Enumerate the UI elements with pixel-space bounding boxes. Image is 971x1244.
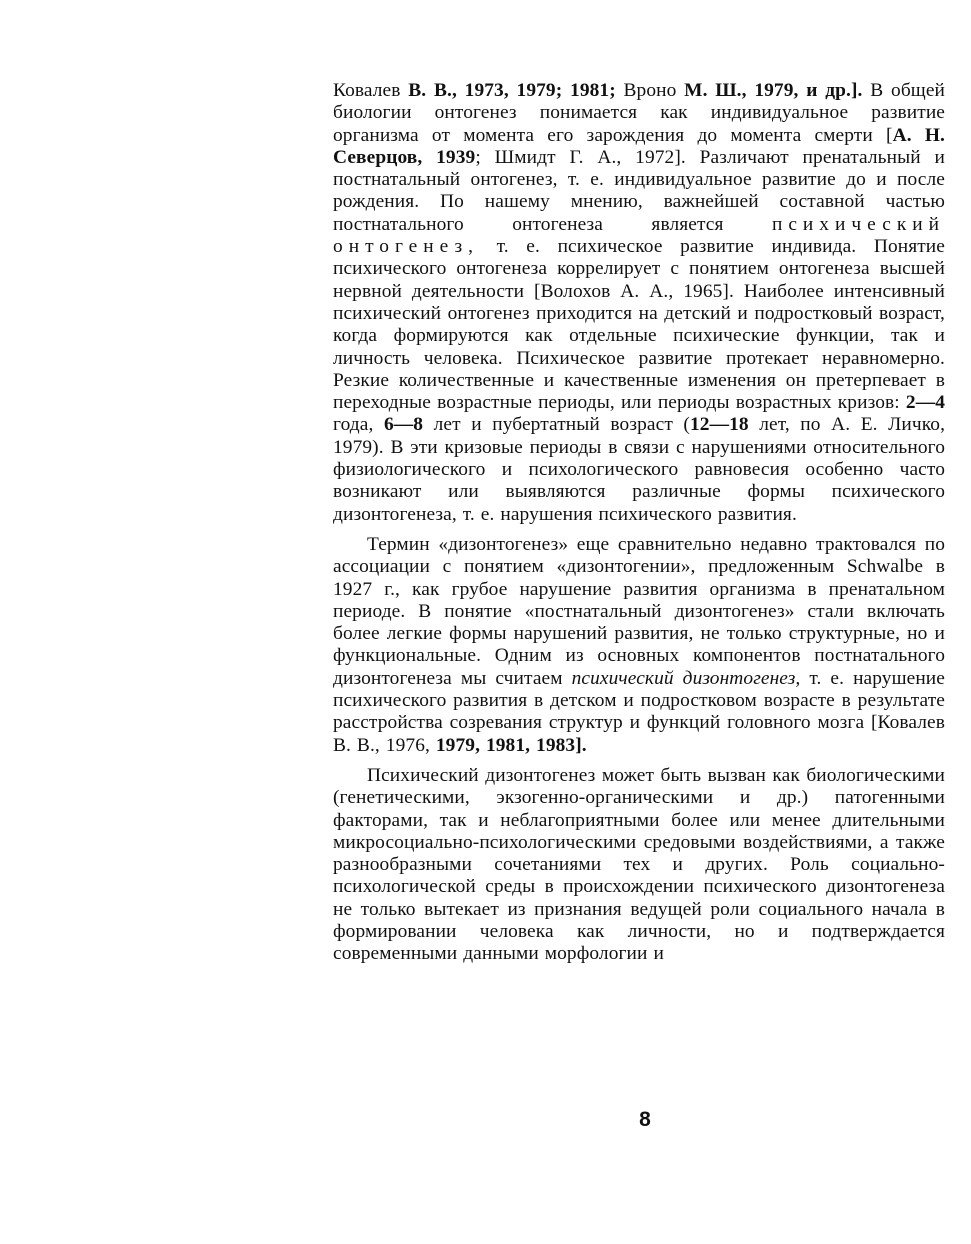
text-segment: Термин «дизонтогенез» еще сравнительно недавно трактовался по ассоциации с понятием «дизонтогении», предложенным Schwalbe в 1927 г., как грубое нарушение развития организма в пренатальном периоде. В понятие «постнатальный дизонтогенез» стали включать более легкие формы нарушений развития, не только структурные, но и функциональные. Одним из основных компонентов постнатального дизонтогенеза мы считаем — [333, 533, 945, 689]
text-segment: В общей биологии онтогенез понимается как индивидуальное развитие организма от момента его зарождения до момента смерти [ — [333, 80, 945, 146]
text-segment: лет, по А. Е. Личко, 1979). В эти кризовые периоды в связи с нарушениями относительного физиологического и психологического равновесия особенно часто возникают или выявляются различные формы психического дизонтогенеза, т. е. нарушения психического развития. — [333, 414, 946, 525]
citation-bold: М. Ш., 1979, и др.]. — [684, 80, 863, 101]
text-segment: т. е. психическое развитие индивида. Понятие психического онтогенеза коррелирует с понятием онтогенеза высшей нервной деятельности [Волохов А. А., 1965]. Наиболее интенсивный психический онтогенез приходится на детский и подростковый возраст, когда формируются как отдельные психические функции, так и личность человека. Психическое развитие протекает неравномерно. Резкие количественные и качественные изменения он претерпевает в переходные возрастные периоды, или периоды возрастных кризов: — [333, 236, 945, 414]
age-range-bold: 12—18 — [690, 414, 749, 436]
text-segment: Психический дизонтогенез может быть вызван как биологическими (генетическими, экзогенно-органическими и др.) патогенными факторами, так и неблагоприятными более или менее длительными микросоциально-психологическими средовыми воздействиями, а также разнообразными сочетаниями тех и других. Роль социально-психологической среды в происхождении психического дизонтогенеза не только вытекает из признания ведущей роли социального начала в формировании человека как личности, но и подтверждается современными данными морфологии и — [333, 764, 945, 965]
citation-bold: 1979, 1981, 1983]. — [435, 734, 587, 756]
text-segment: т. е. нарушение психического развития в детском и подростковом возрасте в результате расстройства созревания структур и функций головного мозга [Ковалев В. В., 1976, — [333, 667, 945, 756]
age-range-bold: 2—4 — [905, 392, 945, 414]
text-segment: лет и пубертатный возраст ( — [423, 414, 690, 436]
citation-bold: А. Н. Северцов, 1939 — [333, 124, 945, 168]
citation-bold: В. В., 1973, 1979; 1981; — [408, 80, 616, 101]
emphasis-spaced: психический онтогенез, — [333, 213, 945, 258]
age-range-bold: 6—8 — [383, 414, 424, 436]
paragraph-3 — [333, 765, 945, 966]
emphasis-italic: психический дизонтогенез, — [571, 667, 801, 689]
paragraph-1 — [333, 80, 945, 526]
page-number: 8 — [639, 1108, 651, 1131]
paragraph-2 — [333, 534, 945, 757]
text-segment: Вроно — [615, 80, 685, 101]
document-page — [333, 80, 945, 966]
text-segment: ; Шмидт Г. А., 1972]. Различают пренатальный и постнатальный онтогенез, т. е. индивидуальное развитие до и после рождения. По нашему мнению, важнейшей составной частью постнатального онтогенеза является — [333, 146, 945, 235]
text-segment: года, — [333, 414, 384, 436]
text-segment: Ковалев — [333, 80, 409, 101]
